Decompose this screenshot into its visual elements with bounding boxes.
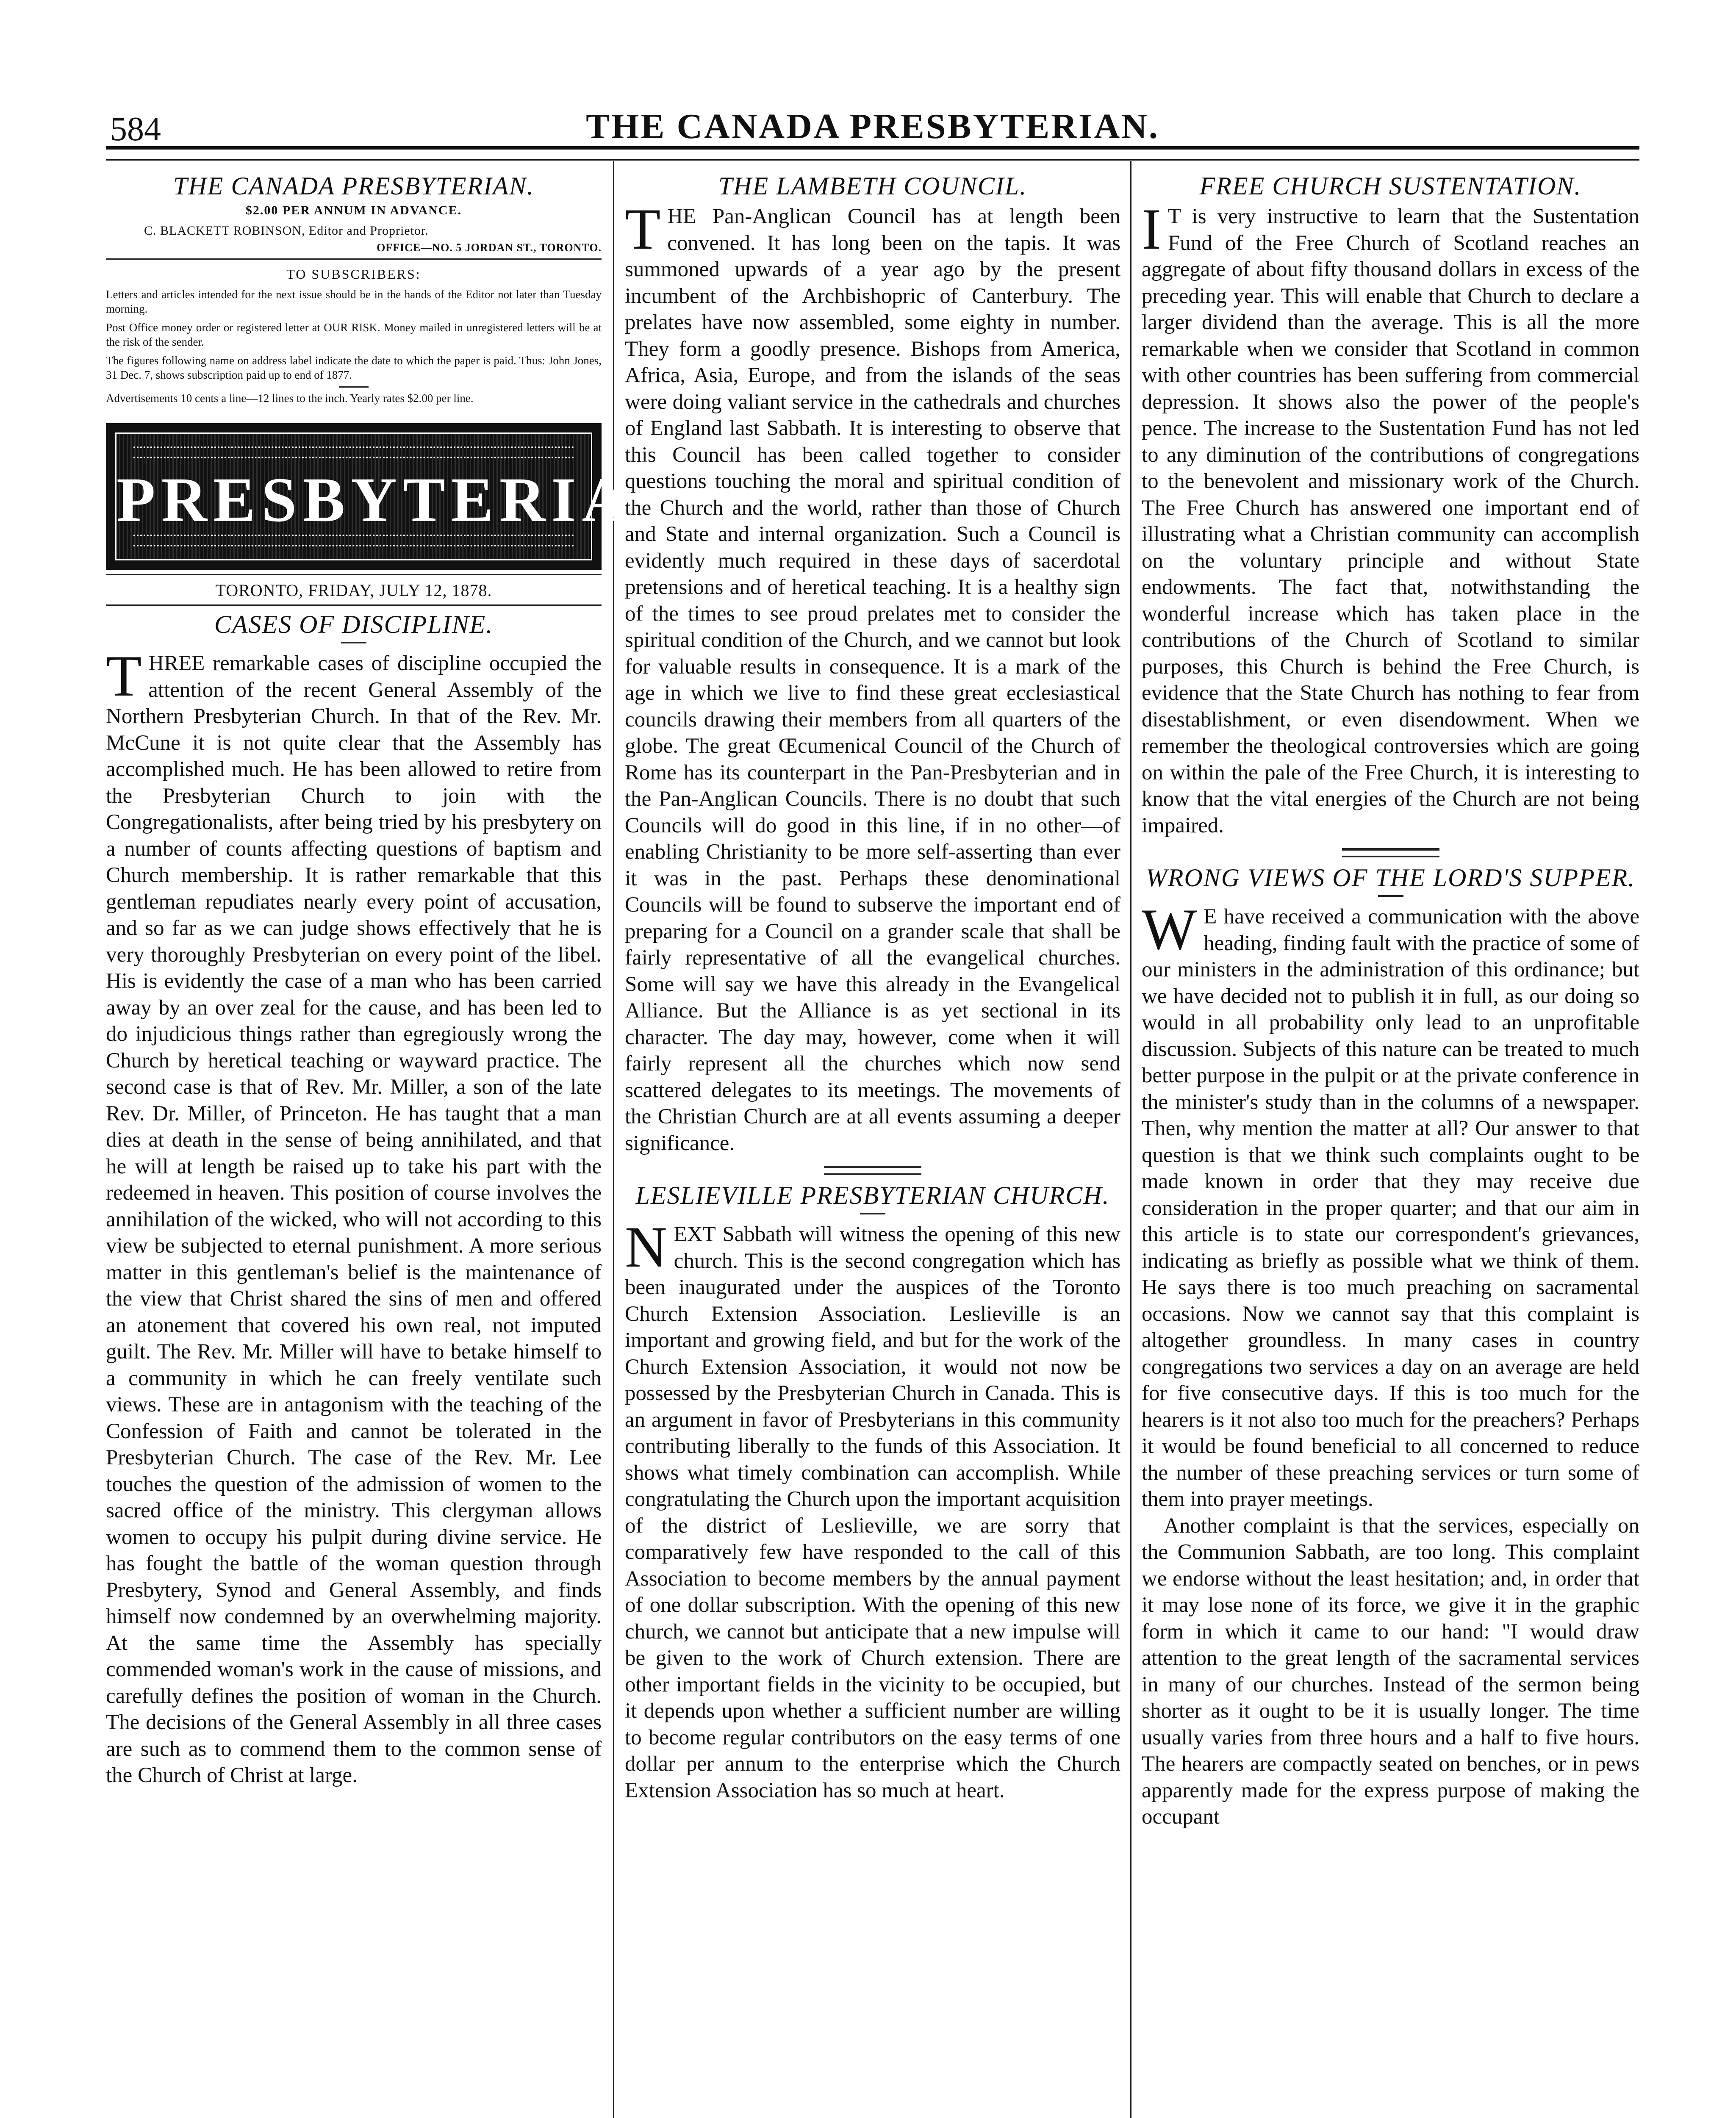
notice-money-order: Post Office money order or registered letter at OUR RISK. Money mailed in unregistered letters will be at the risk of the sender.: [106, 321, 602, 348]
article-title: LESLIEVILLE PRESBYTERIAN CHURCH.: [635, 1181, 1110, 1209]
divider: [339, 386, 369, 388]
article-title: THE LAMBETH COUNCIL.: [718, 172, 1027, 200]
article-body: [1142, 897, 1639, 1513]
column-divider: [613, 161, 614, 2118]
article-lambeth-council: [625, 172, 1120, 1156]
article-body: [106, 643, 602, 1789]
nameplate-lettering: PRESBYTERIAN.: [116, 465, 707, 535]
office-address: OFFICE—NO. 5 JORDAN ST., TORONTO.: [377, 241, 602, 254]
drop-cap: W: [1142, 897, 1197, 962]
subscription-price: $2.00 PER ANNUM IN ADVANCE.: [245, 203, 462, 217]
drop-cap: T: [625, 197, 661, 261]
drop-cap: I: [1142, 197, 1161, 261]
column-divider: [1130, 161, 1131, 2118]
article-text: T is very instructive to learn that the Sustentation Fund of the Free Church of Scotland reaches an aggregate of about fifty thousand dollars in excess of the preceding year. This will enable that Church to declare a larger dividend than the average. This is all the more remarkable when we consider that Scotland in common with other countries has been suffering from commercial depression. It shows also the power of the people's pence. The increase to the Sustentation Fund has not led to any diminution of the contributions of congregations to the benevolent and missionary work of the Church. The Free Church has answered one important end of illustrating what a Christian community can accomplish on the voluntary principle and without State endowments. The fact that, notwithstanding the wonderful increase which has taken place in the contributions of the Church of Scotland to similar purposes, this Church is behind the Free Church, is evidence that the State Church has nothing to fear from disestablishment, or even disendowment. When we remember the theological controversies which are going on within the pale of the Free Church, it is interesting to know that the vital energies of the Church are not being impaired.: [1142, 205, 1639, 837]
column-right: [1142, 167, 1639, 2118]
article-wrong-views-lords-supper: [1142, 863, 1639, 1830]
article-text: HREE remarkable cases of discipline occupied the attention of the recent General Assembly of the Northern Presbyterian Church. In that of the Rev. Mr. McCune it is not quite clear that the Assembly has accomplished much. He has been allowed to retire from the Presbyterian Church to join with the Congregationalists, after being tried by his presbytery on a number of counts affecting questions of baptism and Church membership. It is rather remarkable that this gentleman repudiates nearly every point of accusation, and so far as we can judge shows effectively that he is very thoroughly Presbyterian on every point of the libel. His is evidently the case of a man who has been carried away by an over zeal for the cause, and has been led to do injudicious things rather than egregiously wrong the Church by heretical teaching or wayward practice. The second case is that of Rev. Mr. Miller, a son of the late Rev. Dr. Miller, of Princeton. He has taught that a man dies at death in the sense of being annihilated, and that he will at length be raised up to take his part with the redeemed in heaven. This position of course involves the annihilation of the wicked, who will not according to this view be subjected to eternal punishment. A more serious matter in this gentleman's belief is the maintenance of the view that Christ shared the sins of men and offered an atonement that covered his own real, not imputed guilt. The Rev. Mr. Miller will have to betake himself to a community in which he can freely ventilate such views. These are in antagonism with the teaching of the Confession of Faith and cannot be tolerated in the Presbyterian Church. The case of the Rev. Mr. Lee touches the question of the admission of women to the sacred office of the ministry. This clergyman allows women to occupy his pulpit during divine service. He has fought the battle of the woman question through Presbytery, Synod and General Assembly, and finds himself now condemned by an overwhelming majority. At the same time the Assembly has specially commended woman's work in the cause of missions, and carefully defines the position of woman in the Church. The decisions of the General Assembly in all three cases are such as to commend them to the common sense of the Church of Christ at large.: [106, 651, 602, 1787]
article-free-church-sustentation: [1142, 172, 1639, 839]
nameplate-border: [133, 446, 574, 458]
article-title: CASES OF DISCIPLINE.: [214, 610, 494, 638]
notice-advertisements: Advertisements 10 cents a line—12 lines to the inch. Yearly rates $2.00 per line.: [106, 392, 474, 405]
article-cases-of-discipline: [106, 610, 602, 1789]
article-body: [625, 197, 1120, 1156]
nameplate-ornament: [115, 432, 707, 560]
notice-address-label: The figures following name on address label indicate the date to which the paper is paid. Thus: John Jones, 31 Dec. 7, shows subscription paid up to end of 1877.: [106, 354, 602, 381]
page-number: 584: [110, 111, 161, 148]
article-paragraph: Another complaint is that the services, especially on the Communion Sabbath, are too long. This complaint we endorse without the least hesitation; and, in order that it may lose none of its force, we give it in the graphic form in which it came to our hand: "I would draw attention to the great length of the sacramental services in many of our churches. Instead of the sermon being shorter as it ought to be it is usually longer. The time usually varies from three hours and a half to five hours. The hearers are compactly seated on benches, or in pews apparently made for the express purpose of making the occupant: [1142, 1514, 1639, 1829]
masthead-rule: [106, 146, 1639, 161]
article-text: EXT Sabbath will witness the opening of this new church. This is the second congregation which has been inaugurated under the auspices of the Toronto Church Extension Association. Leslieville is an important and growing field, and but for the work of the Church Extension Association, it would not now be possessed by the Presbyterian Church in Canada. This is an argument in favor of Presbyterians in this community contributing liberally to the funds of this Association. It shows what timely combination can accomplish. While congratulating the Church upon the important acquisition of the district of Leslieville, we are sorry that comparatively few have responded to the call of this Association to become members by the annual payment of one dollar subscription. With the opening of this new church, we cannot but anticipate that a new impulse will be given to the work of Church extension. There are other important fields in the vicinity to be occupied, but it depends upon whether a sufficient number are willing to become regular contributors on the easy terms of one dollar per annum to the enterprise which the Church Extension Association has so much at heart.: [625, 1223, 1120, 1802]
article-body: [625, 1214, 1120, 1804]
article-title: FREE CHURCH SUSTENTATION.: [1199, 172, 1582, 200]
column-left: [106, 167, 707, 2118]
notice-letters: Letters and articles intended for the next issue should be in the hands of the Editor not later than Tuesday morning.: [106, 288, 602, 315]
subscribers-heading: TO SUBSCRIBERS:: [286, 266, 421, 282]
divider: [860, 1213, 885, 1214]
article-title: WRONG VIEWS OF THE LORD'S SUPPER.: [1145, 864, 1636, 892]
article-body: [1142, 197, 1639, 839]
editor-line: C. BLACKETT ROBINSON, Editor and Proprietor.: [144, 224, 429, 238]
masthead: [106, 102, 1639, 148]
section-divider: [824, 1166, 921, 1175]
divider: [106, 574, 602, 575]
paper-title: THE CANADA PRESBYTERIAN.: [586, 107, 1159, 146]
divider: [106, 258, 602, 260]
drop-cap: T: [106, 643, 142, 708]
presbyterian-nameplate: [106, 423, 707, 570]
nameplate-border: [133, 535, 574, 546]
article-text: E have received a communication with the above heading, finding fault with the practice of some of our ministers in the administration of this ordinance; but we have decided not to publish it in full, as our doing so would in all probability only lead to an unprofitable discussion. Subjects of this nature can be treated to much better purpose in the pulpit or at the private conference in the minister's study than in the columns of a newspaper. Then, why mention the matter at all? Our answer to that question is that we think such complaints ought to be made known in order that they may receive due consideration in the proper quarter; and that our aim in this article is to state our correspondent's grievances, indicating as briefly as possible what we think of them. He says there is too much preaching on sacramental occasions. Now we cannot say that this complaint is altogether groundless. In many cases in country congregations two services a day on an average are held for five consecutive days. If this is too much for the hearers is it not also too much for the preachers? Perhaps it would be found beneficial to all concerned to reduce the number of these preaching services or turn some of them into prayer meetings.: [1142, 905, 1639, 1511]
publisher-title: THE CANADA PRESBYTERIAN.: [173, 172, 534, 200]
dateline: TORONTO, FRIDAY, JULY 12, 1878.: [215, 581, 492, 600]
section-divider: [1342, 848, 1439, 857]
publisher-box: [106, 172, 602, 405]
column-middle: [625, 167, 1120, 2118]
article-leslieville-church: [625, 1181, 1120, 1804]
divider: [341, 642, 366, 643]
article-text: HE Pan-Anglican Council has at length been convened. It has long been on the tapis. It was summoned upwards of a year ago by the present incumbent of the Archbishopric of Canterbury. The prelates have now assembled, some eighty in number. They form a goodly presence. Bishops from America, Africa, Asia, Europe, and from the islands of the seas were doing valiant service in the cathedrals and churches of England last Sabbath. It is interesting to observe that this Council has been called together to consider questions touching the moral and spiritual condition of the Church and the world, rather than those of Church and State and internal organization. Such a Council is evidently much required in these days of sacerdotal pretensions and of heretical teaching. It is a healthy sign of the times to see proud prelates met to consider the spiritual condition of the Church, and we cannot but look for valuable results in consequence. It is a mark of the age in which we live to find these great ecclesiastical councils drawing their members from all quarters of the globe. The great Œcumenical Council of the Church of Rome has its counterpart in the Pan-Presbyterian and in the Pan-Anglican Councils. There is no doubt that such Councils will do good in this line, if in no other—of enabling Christianity to be more self-asserting than ever it was in the past. Perhaps these denominational Councils will be found to subserve the important end of preparing for a Council on a grander scale that shall be fairly representative of all the evangelical churches. Some will say we have this already in the Evangelical Alliance. But the Alliance is as yet sectional in its character. The day may, however, come when it will fairly represent all the churches which now send scattered delegates to its meetings. The movements of the Christian Church are at all events assuming a deeper significance.: [625, 205, 1120, 1155]
divider: [1378, 895, 1403, 897]
divider: [106, 604, 602, 606]
drop-cap: N: [625, 1214, 667, 1279]
